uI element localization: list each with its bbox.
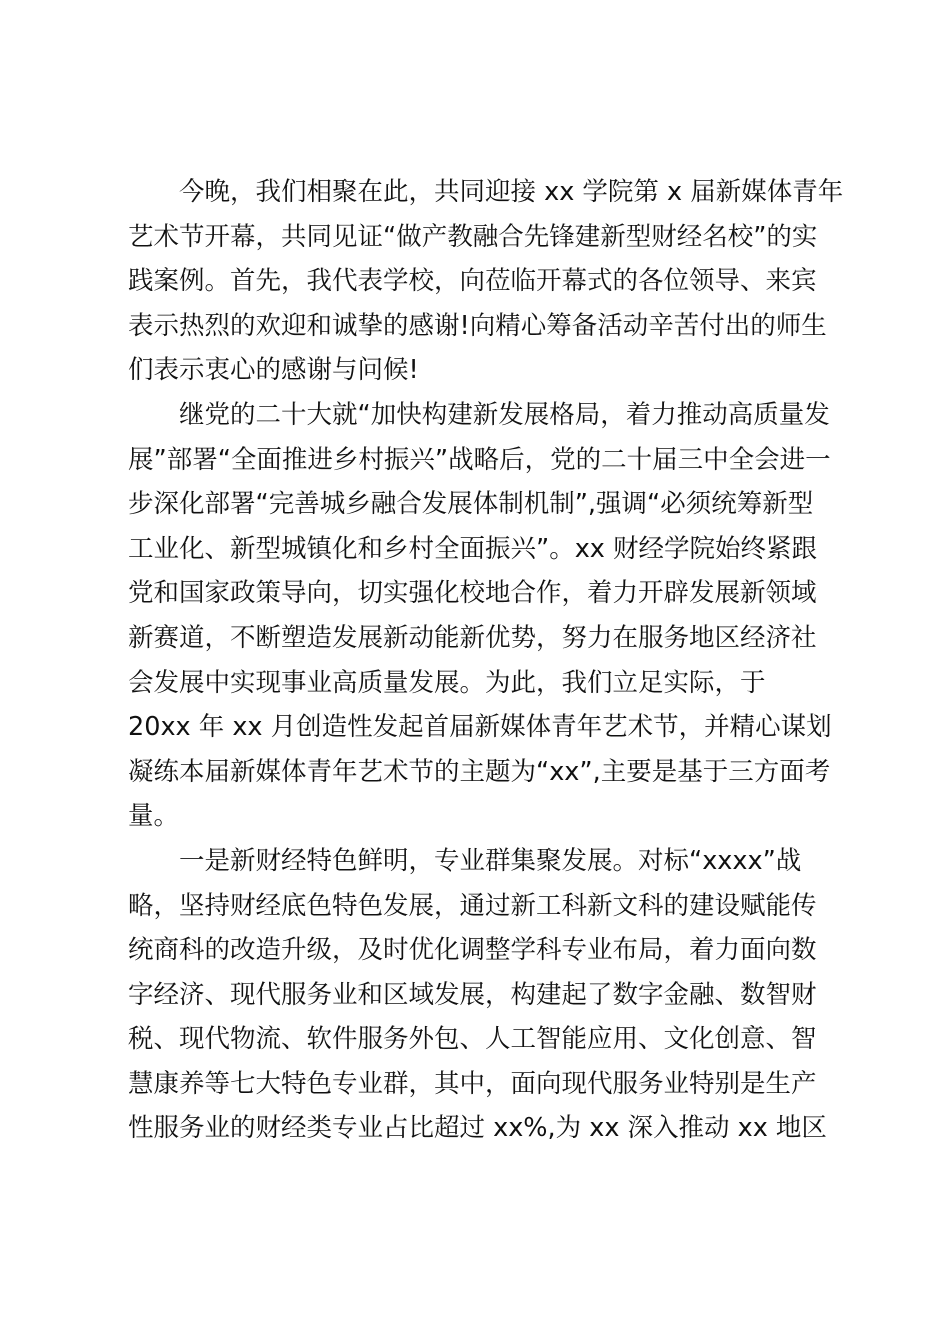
paragraph-1-line-3: 践案例。首先，我代表学校，向莅临开幕式的各位领导、来宾: [128, 266, 817, 297]
paragraph-2-line-7: 会发展中实现事业高质量发展。为此，我们立足实际，于: [128, 667, 766, 698]
paragraph-3-line-4: 字经济、现代服务业和区域发展，构建起了数字金融、数智财: [128, 979, 817, 1010]
paragraph-2-line-6: 新赛道，不断塑造发展新动能新优势，努力在服务地区经济社: [128, 622, 817, 653]
paragraph-3-line-7: 性服务业的财经类专业占比超过 xx%,为 xx 深入推动 xx 地区: [128, 1113, 827, 1144]
paragraph-1-line-2: 艺术节开幕，共同见证“做产教融合先锋建新型财经名校”的实: [128, 221, 818, 252]
paragraph-3-line-1: 一是新财经特色鲜明，专业群集聚发展。对标“xxxx”战: [179, 845, 802, 876]
paragraph-3-line-6: 慧康养等七大特色专业群，其中，面向现代服务业特别是生产: [128, 1068, 817, 1099]
document-body: [128, 170, 844, 1151]
paragraph-3-line-3: 统商科的改造升级，及时优化调整学科专业布局，着力面向数: [128, 935, 817, 966]
paragraph-3-line-5: 税、现代物流、软件服务外包、人工智能应用、文化创意、智: [128, 1024, 817, 1055]
paragraph-2-line-5: 党和国家政策导向，切实强化校地合作，着力开辟发展新领域: [128, 578, 817, 609]
paragraph-2-line-9: 凝练本届新媒体青年艺术节的主题为“xx”,主要是基于三方面考: [128, 756, 831, 787]
paragraph-2-line-1: 继党的二十大就“加快构建新发展格局，着力推动高质量发: [179, 399, 830, 430]
paragraph-2-line-3: 步深化部署“完善城乡融合发展体制机制”,强调“必须统筹新型: [128, 489, 814, 520]
paragraph-2-line-10: 量。: [128, 801, 180, 832]
paragraph-2-line-4: 工业化、新型城镇化和乡村全面振兴”。xx 财经学院始终紧跟: [128, 533, 817, 564]
paragraph-1-line-4: 表示热烈的欢迎和诚挚的感谢!向精心筹备活动辛苦付出的师生: [128, 310, 827, 341]
paragraph-1-line-1: 今晚，我们相聚在此，共同迎接 xx 学院第 x 届新媒体青年: [179, 177, 844, 207]
paragraph-2-line-8: 20xx 年 xx 月创造性发起首届新媒体青年艺术节，并精心谋划: [128, 712, 832, 743]
paragraph-3-line-2: 略，坚持财经底色特色发展，通过新工科新文科的建设赋能传: [128, 890, 817, 921]
paragraph-1-line-5: 们表示衷心的感谢与问候!: [128, 355, 419, 386]
paragraph-2-line-2: 展”部署“全面推进乡村振兴”战略后，党的二十届三中全会进一: [128, 444, 831, 475]
